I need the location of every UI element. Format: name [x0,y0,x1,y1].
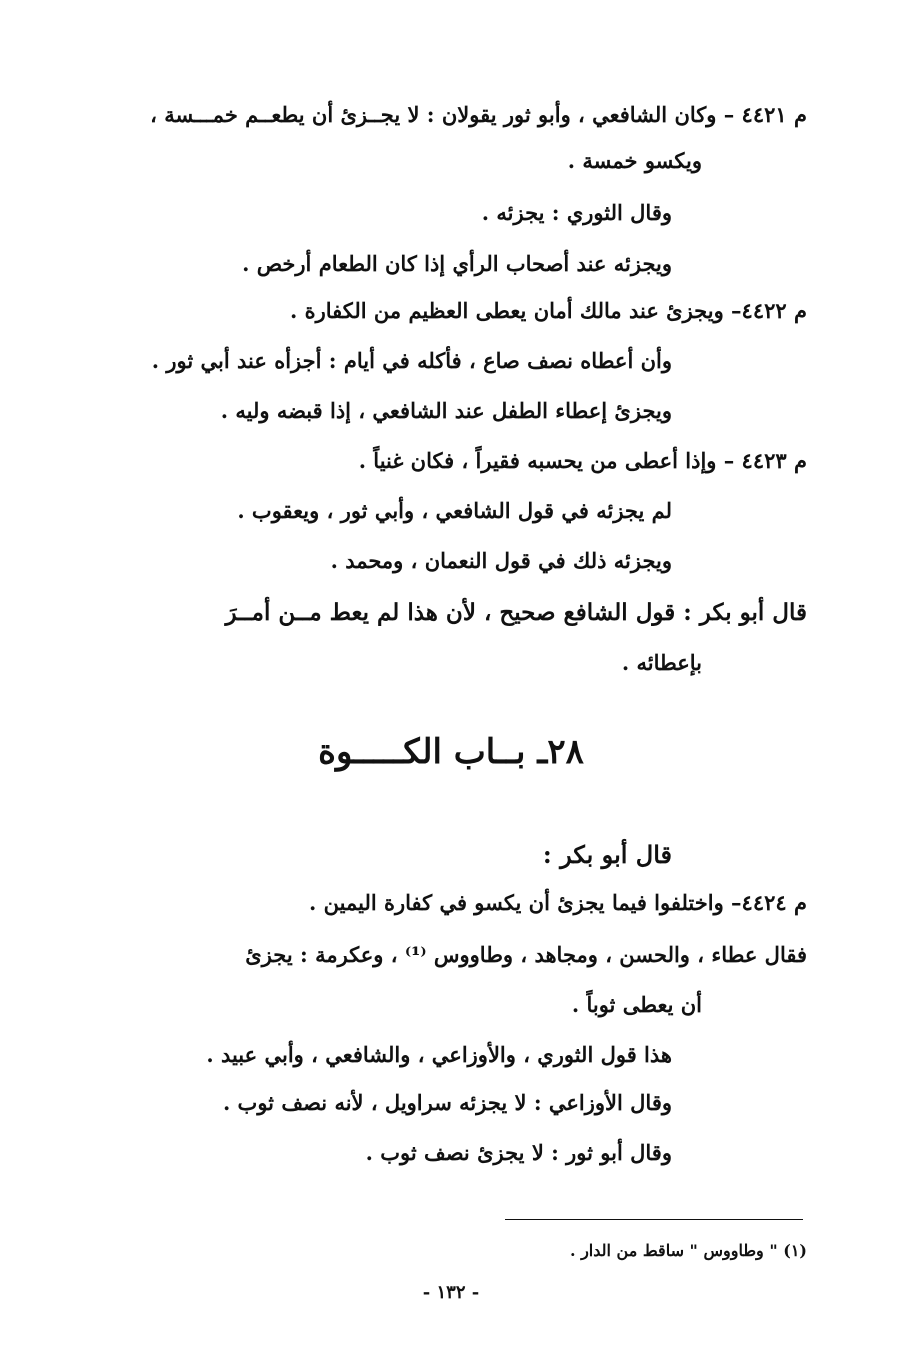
footnote-rule [505,1219,803,1220]
text-line-half-saa: وأن أعطاه نصف صاع ، فأكله في أيام : أجزأه عند أبي ثور . [151,348,672,373]
text-line-sarawil: وقال الأوزاعي : لا يجزئه سراويل ، لأنه نصف ثوب . [222,1090,672,1115]
text-line-shafii-abu-thawr: لم يجزئه في قول الشافعي ، وأبي ثور ، ويعقوب . [237,498,672,523]
text-line-thawb: أن يعطى ثوباً . [571,992,702,1017]
text-line-4423: م ٤٤٢٣ – وإذا أعطى من يحسبه فقيراً ، فكان غنياً . [358,448,807,473]
text-line-4421: م ٤٤٢١ – وكان الشافعي ، وأبو ثور يقولان : لا يجــزئ أن يطعــم خمـــسة ، [150,102,807,127]
text-line-ata: فقال عطاء ، والحسن ، ومجاهد ، وطاووس ⁽¹⁾ ، وعكرمة : يجزئ [245,942,807,967]
text-line-4422: م ٤٤٢٢– ويجزئ عند مالك أمان يعطى العظيم من الكفارة . [289,298,807,323]
text-line-thawri: وقال الثوري : يجزئه . [481,200,672,225]
text-line-abu-thawr-half: وقال أبو ثور : لا يجزئ نصف ثوب . [365,1140,672,1165]
text-line-child: ويجزئ إعطاء الطفل عند الشافعي ، إذا قبضه وليه . [220,398,672,423]
text-line-numan: ويجزئه ذلك في قول النعمان ، ومحمد . [330,548,672,573]
text-line-4424: م ٤٤٢٤– واختلفوا فيما يجزئ أن يكسو في كفارة اليمين . [309,890,807,915]
chapter-title: ٢٨ـ بــاب الكـــــوة [318,732,584,772]
text-line-abu-bakr-cont: بإعطائه . [621,650,702,675]
text-line-awzai-list: هذا قول الثوري ، والأوزاعي ، والشافعي ، وأبي عبيد . [206,1042,672,1067]
text-line-4421-cont: ويكسو خمسة . [567,148,702,173]
text-line-qala-abu-bakr: قال أبو بكر : [542,840,672,869]
footnote: (١) " وطاووس " ساقط من الدار . [569,1241,807,1260]
text-line-ashab-al-ray: ويجزئه عند أصحاب الرأي إذا كان الطعام أرخص . [242,251,672,276]
text-line-abu-bakr: قال أبو بكر : قول الشافع صحيح ، لأن هذا لم يعط مــن أمــرَ [225,599,807,626]
page-number: - ١٣٢ - [422,1282,480,1303]
